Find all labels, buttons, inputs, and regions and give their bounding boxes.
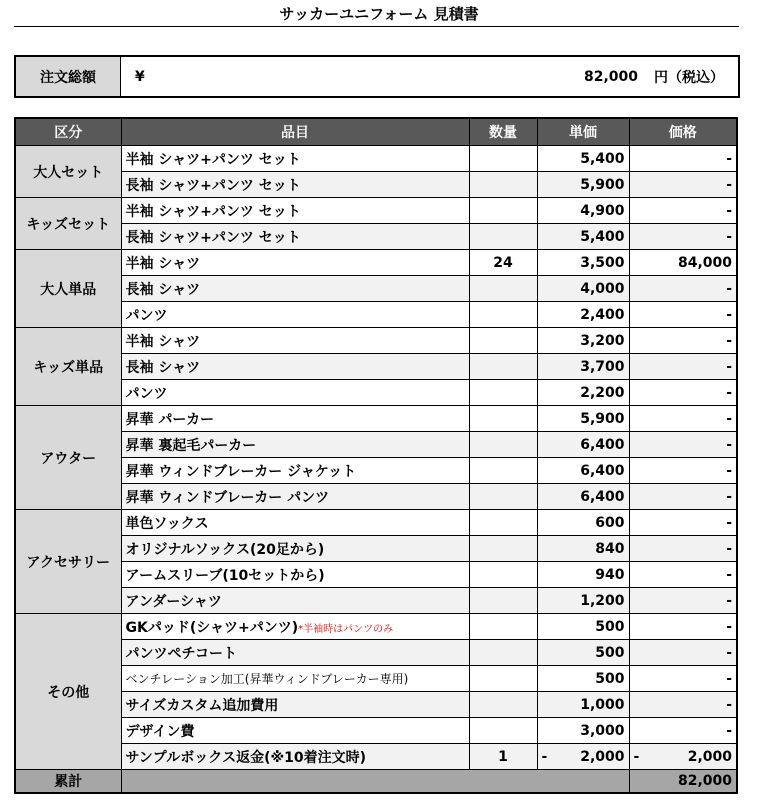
table-row xyxy=(15,692,737,718)
unit-price-cell: 3,200 xyxy=(537,328,629,354)
unit-price-cell: 2,200 xyxy=(537,380,629,406)
table-row xyxy=(15,146,737,172)
item-cell: 長袖 シャツ+パンツ セット xyxy=(121,172,469,198)
unit-price-cell: 4,900 xyxy=(537,198,629,224)
price-cell: - xyxy=(629,562,737,588)
price-cell: - xyxy=(629,640,737,666)
qty-cell[interactable] xyxy=(469,432,537,458)
qty-cell[interactable] xyxy=(469,510,537,536)
price-cell: - xyxy=(629,432,737,458)
item-cell: 昇華 ウィンドブレーカー ジャケット xyxy=(121,458,469,484)
price-cell: - xyxy=(629,718,737,744)
table-row xyxy=(15,198,737,224)
price-cell: - xyxy=(629,354,737,380)
table-row xyxy=(15,354,737,380)
item-label: GKパッド(シャツ+パンツ) xyxy=(125,619,299,636)
table-row xyxy=(15,224,737,250)
table-row xyxy=(15,172,737,198)
qty-cell[interactable] xyxy=(469,718,537,744)
table-row xyxy=(15,406,737,432)
price-cell xyxy=(629,744,737,770)
item-cell: 半袖 シャツ+パンツ セット xyxy=(121,198,469,224)
unit-price-cell: 500 xyxy=(537,614,629,640)
header-price: 価格 xyxy=(629,118,737,146)
item-cell xyxy=(121,614,469,640)
unit-price-cell: 3,500 xyxy=(537,250,629,276)
order-total-value xyxy=(121,57,738,96)
estimate-table xyxy=(14,117,738,794)
price-cell: - xyxy=(629,510,737,536)
unit-price-cell: 3,700 xyxy=(537,354,629,380)
unit-price-cell: 500 xyxy=(537,640,629,666)
table-row xyxy=(15,432,737,458)
unit-price-cell: 5,900 xyxy=(537,172,629,198)
qty-cell[interactable] xyxy=(469,406,537,432)
table-header xyxy=(15,118,737,146)
item-cell: 長袖 シャツ xyxy=(121,276,469,302)
qty-cell[interactable] xyxy=(469,276,537,302)
unit-price-cell: 2,400 xyxy=(537,302,629,328)
qty-cell[interactable] xyxy=(469,224,537,250)
unit-price-cell xyxy=(537,744,629,770)
category-cell: キッズ単品 xyxy=(15,328,121,406)
table-row xyxy=(15,484,737,510)
table-row xyxy=(15,718,737,744)
item-cell: パンツ xyxy=(121,380,469,406)
unit-price-cell: 840 xyxy=(537,536,629,562)
category-cell: キッズセット xyxy=(15,198,121,250)
item-cell: パンツ xyxy=(121,302,469,328)
table-row xyxy=(15,588,737,614)
qty-cell[interactable] xyxy=(469,640,537,666)
category-cell: アウター xyxy=(15,406,121,510)
table-row xyxy=(15,614,737,640)
table-row xyxy=(15,276,737,302)
qty-cell[interactable]: 1 xyxy=(469,744,537,770)
unit-price-sign: - xyxy=(541,748,548,765)
item-cell: デザイン費 xyxy=(121,718,469,744)
item-cell: ベンチレーション加工(昇華ウィンドブレーカー専用) xyxy=(121,666,469,692)
header-qty: 数量 xyxy=(469,118,537,146)
order-total-unit: 円（税込） xyxy=(654,69,724,86)
item-cell: 長袖 シャツ+パンツ セット xyxy=(121,224,469,250)
qty-cell[interactable] xyxy=(469,458,537,484)
unit-price-cell: 1,000 xyxy=(537,692,629,718)
price-cell: - xyxy=(629,198,737,224)
qty-cell[interactable] xyxy=(469,562,537,588)
qty-cell[interactable] xyxy=(469,614,537,640)
item-cell: サイズカスタム追加費用 xyxy=(121,692,469,718)
yen-symbol: ¥ xyxy=(135,68,145,85)
item-cell: 半袖 シャツ xyxy=(121,250,469,276)
qty-cell[interactable] xyxy=(469,536,537,562)
item-note: *半袖時はパンツのみ xyxy=(298,623,394,635)
price-sign: - xyxy=(633,748,640,765)
unit-price-cell: 6,400 xyxy=(537,458,629,484)
table-row xyxy=(15,302,737,328)
unit-price-cell: 6,400 xyxy=(537,484,629,510)
unit-price-cell: 4,000 xyxy=(537,276,629,302)
unit-price-cell: 600 xyxy=(537,510,629,536)
item-cell: サンプルボックス返金(※10着注文時) xyxy=(121,744,469,770)
cumulative-total-label: 累計 xyxy=(15,770,121,794)
qty-cell[interactable] xyxy=(469,146,537,172)
qty-cell[interactable] xyxy=(469,588,537,614)
unit-price-cell: 3,000 xyxy=(537,718,629,744)
qty-cell[interactable] xyxy=(469,302,537,328)
category-cell: その他 xyxy=(15,614,121,770)
category-cell: アクセサリー xyxy=(15,510,121,614)
table-row xyxy=(15,562,737,588)
price-cell: - xyxy=(629,224,737,250)
price-cell: - xyxy=(629,328,737,354)
price-cell: - xyxy=(629,146,737,172)
qty-cell[interactable] xyxy=(469,484,537,510)
cumulative-total-spacer xyxy=(121,770,629,794)
order-total-amount: 82,000 xyxy=(583,68,638,85)
unit-price-value: 2,000 xyxy=(580,748,625,765)
unit-price-cell: 1,200 xyxy=(537,588,629,614)
page-title: サッカーユニフォーム 見積書 xyxy=(279,5,479,23)
unit-price-cell: 6,400 xyxy=(537,432,629,458)
item-cell: 昇華 パーカー xyxy=(121,406,469,432)
table-row xyxy=(15,380,737,406)
table-row xyxy=(15,536,737,562)
item-cell: 半袖 シャツ+パンツ セット xyxy=(121,146,469,172)
header-unit-price: 単価 xyxy=(537,118,629,146)
item-cell: オリジナルソックス(20足から) xyxy=(121,536,469,562)
table-row xyxy=(15,250,737,276)
price-cell: - xyxy=(629,406,737,432)
price-cell: - xyxy=(629,276,737,302)
price-cell: 84,000 xyxy=(629,250,737,276)
price-cell: - xyxy=(629,692,737,718)
order-total-box xyxy=(14,55,740,98)
price-cell: - xyxy=(629,458,737,484)
unit-price-cell: 5,400 xyxy=(537,224,629,250)
table-row xyxy=(15,458,737,484)
price-cell: - xyxy=(629,484,737,510)
header-category: 区分 xyxy=(15,118,121,146)
order-total-label: 注文総額 xyxy=(16,57,121,96)
qty-cell[interactable] xyxy=(469,692,537,718)
table-row xyxy=(15,510,737,536)
price-cell: - xyxy=(629,172,737,198)
item-cell: アンダーシャツ xyxy=(121,588,469,614)
qty-cell[interactable] xyxy=(469,380,537,406)
cumulative-total-row xyxy=(15,770,737,794)
price-cell: - xyxy=(629,588,737,614)
title-underline xyxy=(14,26,739,27)
category-cell: 大人セット xyxy=(15,146,121,198)
qty-cell[interactable] xyxy=(469,666,537,692)
unit-price-cell: 500 xyxy=(537,666,629,692)
price-cell: - xyxy=(629,614,737,640)
qty-cell[interactable] xyxy=(469,328,537,354)
price-cell: - xyxy=(629,536,737,562)
price-value: 2,000 xyxy=(687,748,732,765)
price-cell: - xyxy=(629,380,737,406)
item-cell: パンツペチコート xyxy=(121,640,469,666)
table-row xyxy=(15,640,737,666)
qty-cell[interactable] xyxy=(469,172,537,198)
qty-cell[interactable] xyxy=(469,354,537,380)
unit-price-cell: 5,400 xyxy=(537,146,629,172)
table-row xyxy=(15,328,737,354)
item-cell: 昇華 ウィンドブレーカー パンツ xyxy=(121,484,469,510)
qty-cell[interactable]: 24 xyxy=(469,250,537,276)
cumulative-total-value: 82,000 xyxy=(629,770,737,794)
category-cell: 大人単品 xyxy=(15,250,121,328)
table-row xyxy=(15,744,737,770)
unit-price-cell: 5,900 xyxy=(537,406,629,432)
item-cell: 半袖 シャツ xyxy=(121,328,469,354)
header-item: 品目 xyxy=(121,118,469,146)
unit-price-cell: 940 xyxy=(537,562,629,588)
table-row xyxy=(15,666,737,692)
item-cell: 単色ソックス xyxy=(121,510,469,536)
item-cell: 長袖 シャツ xyxy=(121,354,469,380)
price-cell: - xyxy=(629,302,737,328)
price-cell: - xyxy=(629,666,737,692)
qty-cell[interactable] xyxy=(469,198,537,224)
item-cell: アームスリーブ(10セットから) xyxy=(121,562,469,588)
item-cell: 昇華 裏起毛パーカー xyxy=(121,432,469,458)
